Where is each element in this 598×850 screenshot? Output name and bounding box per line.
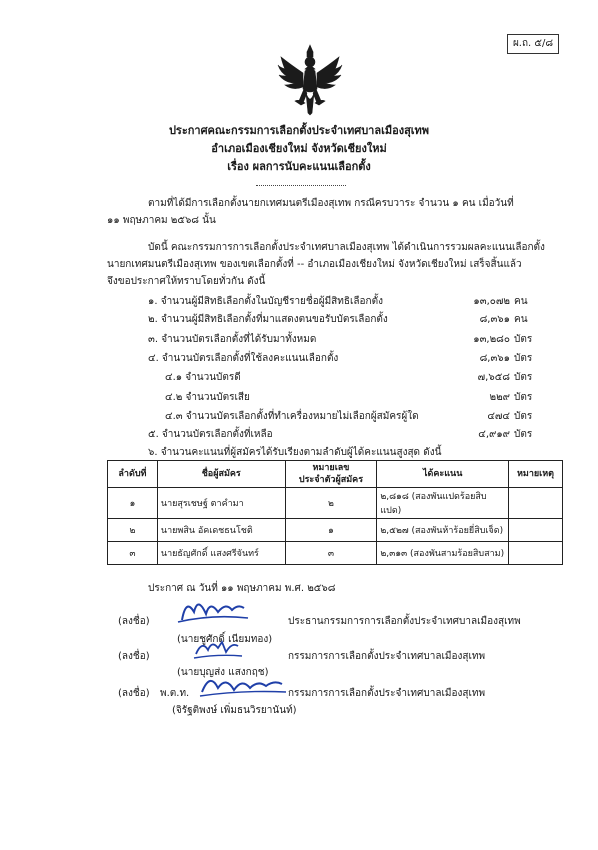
cell-note	[509, 542, 563, 565]
cell-votes: ๒,๓๑๓ (สองพันสามร้อยสิบสาม)	[377, 542, 509, 565]
item-label: ๔.๓ จำนวนบัตรเลือกตั้งที่ทำเครื่องหมายไม่เลือกผู้สมัครผู้ใด	[165, 411, 419, 422]
cell-rank: ๓	[108, 542, 158, 565]
item-value: ๑๓,๐๗๒	[473, 296, 510, 307]
item-label: ๑. จำนวนผู้มีสิทธิเลือกตั้งในบัญชีรายชื่อผู้มีสิทธิเลือกตั้ง	[148, 296, 383, 307]
cell-name: นายพสิน อัคเดชธนโชติ	[157, 519, 285, 542]
garuda-emblem-icon	[277, 43, 343, 117]
signature-position: กรรมการการเลือกตั้งประจำเทศบาลเมืองสุเทพ	[288, 688, 486, 699]
item-label: ๕. จำนวนบัตรเลือกตั้งที่เหลือ	[148, 429, 273, 440]
results-table	[107, 460, 563, 565]
table-row	[108, 519, 563, 542]
col-header-votes: ได้คะแนน	[377, 461, 509, 488]
signature-name: (นายชูศักดิ์ เนียมทอง)	[177, 634, 273, 645]
item-label: ๔.๑ จำนวนบัตรดี	[165, 372, 241, 383]
item-unit: บัตร	[514, 372, 533, 383]
title-divider	[256, 185, 346, 186]
signature-prefix: (ลงชื่อ)	[118, 688, 150, 699]
item-value: ๑๓,๒๘๐	[473, 334, 510, 345]
cell-rank: ๑	[108, 488, 158, 519]
col-header-note: หมายเหตุ	[509, 461, 563, 488]
cell-note	[509, 519, 563, 542]
col-header-name: ชื่อผู้สมัคร	[157, 461, 285, 488]
item-value: ๘,๓๖๑	[479, 314, 510, 325]
item-unit: บัตร	[514, 334, 533, 345]
signature-name: (จิรัฐติพงษ์ เพิ่มธนวิรยานันท์)	[172, 705, 297, 716]
cell-note	[509, 488, 563, 519]
item-value: ๔,๙๑๙	[478, 429, 510, 440]
item-label: ๒. จำนวนผู้มีสิทธิเลือกตั้งที่มาแสดงตนขอรับบัตรเลือกตั้ง	[148, 314, 388, 325]
item-label: ๓. จำนวนบัตรเลือกตั้งที่ได้รับมาทั้งหมด	[148, 334, 317, 345]
signature-rank: พ.ต.ท.	[160, 688, 190, 699]
cell-name: นายธัญศักดิ์ แสงศรีจันทร์	[157, 542, 285, 565]
item-label: ๖. จำนวนคะแนนที่ผู้สมัครได้รับเรียงตามลำดับผู้ได้คะแนนสูงสุด ดังนี้	[148, 447, 442, 458]
item-value: ๔๗๔	[487, 411, 510, 422]
title-line-3: เรื่อง ผลการนับคะแนนเลือกตั้ง	[227, 160, 371, 173]
item-unit: บัตร	[514, 429, 533, 440]
col-header-number-line1: หมายเลข	[312, 463, 350, 473]
title-line-1: ประกาศคณะกรรมการเลือกตั้งประจำเทศบาลเมืองสุเทพ	[168, 124, 430, 137]
table-row	[108, 542, 563, 565]
item-value: ๗,๖๕๘	[477, 372, 510, 383]
col-header-number-line2: ประจำตัวผู้สมัคร	[298, 475, 364, 485]
item-unit: คน	[514, 314, 528, 325]
table-row	[108, 488, 563, 519]
cell-number: ๒	[285, 488, 377, 519]
cell-number: ๑	[285, 519, 377, 542]
item-unit: บัตร	[514, 392, 533, 403]
announce-date: ประกาศ ณ วันที่ ๑๑ พฤษภาคม พ.ศ. ๒๕๖๘	[148, 583, 336, 594]
intro-p1-line1: ตามที่ได้มีการเลือกตั้งนายกเทศมนตรีเมืองสุเทพ กรณีครบวาระ จำนวน ๑ คน เมื่อวันที่	[148, 198, 514, 209]
cell-number: ๓	[285, 542, 377, 565]
signature-position: ประธานกรรมการการเลือกตั้งประจำเทศบาลเมืองสุเทพ	[288, 616, 521, 627]
handwritten-signature-1	[172, 592, 252, 630]
table-header-row	[108, 461, 563, 488]
handwritten-signature-3	[196, 670, 288, 700]
signature-position: กรรมการการเลือกตั้งประจำเทศบาลเมืองสุเทพ	[288, 651, 486, 662]
item-value: ๘,๓๖๑	[479, 353, 510, 364]
title-line-2: อำเภอเมืองเชียงใหม่ จังหวัดเชียงใหม่	[211, 142, 387, 155]
item-unit: บัตร	[514, 411, 533, 422]
item-label: ๔.๒ จำนวนบัตรเสีย	[165, 392, 250, 403]
handwritten-signature-2	[192, 636, 244, 662]
item-label: ๔. จำนวนบัตรเลือกตั้งที่ใช้ลงคะแนนเลือกตั้ง	[148, 353, 339, 364]
signature-prefix: (ลงชื่อ)	[118, 651, 150, 662]
cell-votes: ๒,๕๒๗ (สองพันห้าร้อยยี่สิบเจ็ด)	[377, 519, 509, 542]
col-header-rank: ลำดับที่	[108, 461, 158, 488]
item-unit: คน	[514, 296, 528, 307]
col-header-number	[285, 461, 377, 488]
intro-p1-line2: ๑๑ พฤษภาคม ๒๕๖๘ นั้น	[107, 215, 216, 226]
item-value: ๒๒๙	[489, 392, 510, 403]
item-unit: บัตร	[514, 353, 533, 364]
signature-name: (นายบุญส่ง แสงกฤช)	[177, 667, 269, 678]
form-code-box: ผ.ถ. ๕/๘	[507, 34, 559, 54]
intro-p2-line1: บัดนี้ คณะกรรมการการเลือกตั้งประจำเทศบาลเมืองสุเทพ ได้ดำเนินการรวมผลคะแนนเลือกตั้ง	[148, 242, 545, 253]
signature-prefix: (ลงชื่อ)	[118, 616, 150, 627]
cell-rank: ๒	[108, 519, 158, 542]
intro-p2-line3: จึงขอประกาศให้ทราบโดยทั่วกัน ดังนี้	[107, 276, 266, 287]
intro-p2-line2: นายกเทศมนตรีเมืองสุเทพ ของเขตเลือกตั้งที่ -- อำเภอเมืองเชียงใหม่ จังหวัดเชียงใหม่ เสร็จสิ้นแล้ว	[107, 259, 522, 270]
cell-votes: ๒,๘๑๘ (สองพันแปดร้อยสิบแปด)	[377, 488, 509, 519]
cell-name: นายสุรเชษฐ์ ตาคำมา	[157, 488, 285, 519]
